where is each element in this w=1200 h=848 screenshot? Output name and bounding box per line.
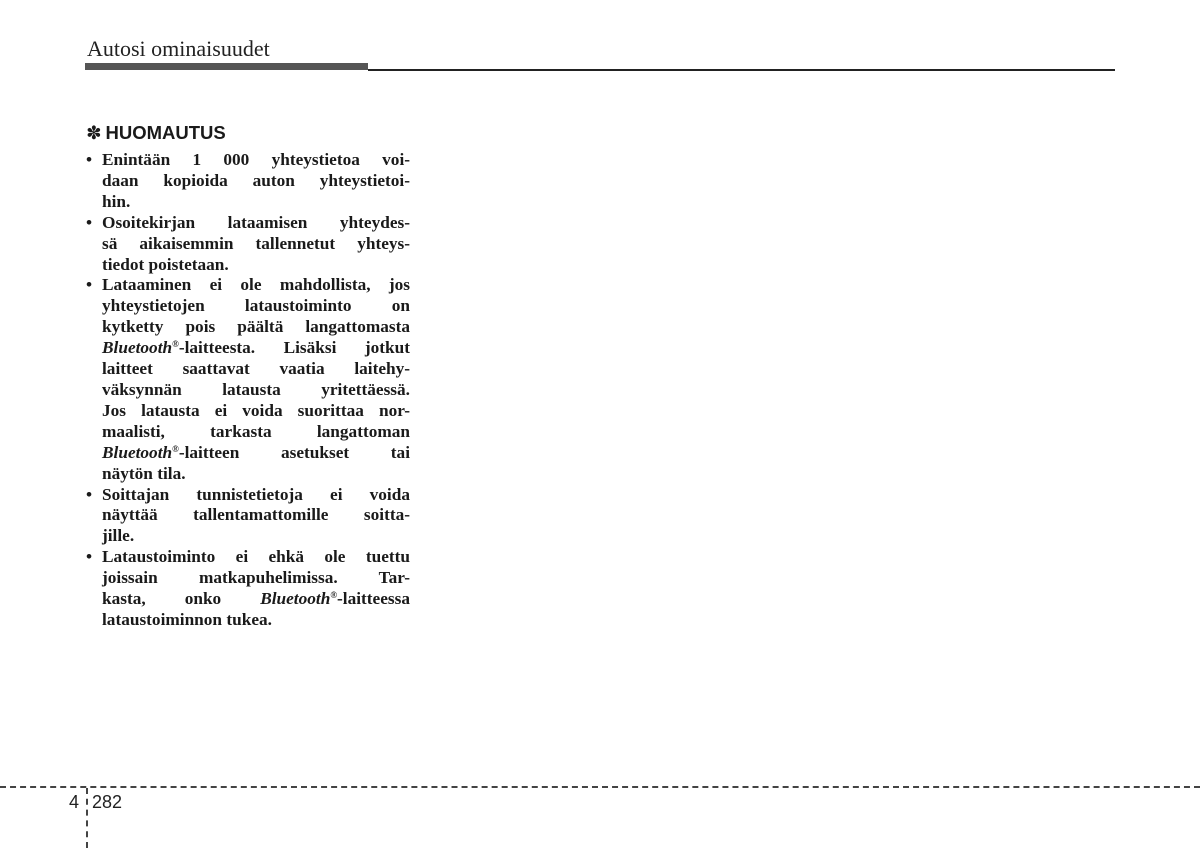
note-line (102, 443, 410, 464)
note-line: näytön tila. (102, 463, 186, 483)
note-line: Lataustoiminto ei ehkä ole tuettu (102, 547, 410, 567)
note-line: hin. (102, 191, 131, 211)
note-list-item (86, 485, 410, 548)
note-line (102, 338, 410, 359)
registered-mark: ® (172, 339, 179, 350)
note-line: daan kopioida auton yhteystietoi- (102, 170, 410, 190)
note-line (102, 589, 410, 610)
note-line: jille. (102, 526, 135, 546)
note-list-item (86, 547, 410, 631)
note-line: tiedot poistetaan. (102, 254, 229, 274)
note-text: -laitteesta. Lisäksi jotkut (178, 338, 410, 358)
note-line: kytketty pois päältä langattomasta (102, 317, 410, 337)
note-line: laitteet saattavat vaatia laitehy- (102, 359, 410, 379)
note-list-item (86, 150, 410, 213)
note-line: Soittajan tunnistetietoja ei voida (102, 484, 410, 504)
note-list-item (86, 213, 410, 276)
note-text: -laitteen asetukset tai (178, 442, 410, 462)
note-heading (86, 121, 410, 145)
note-list-item (86, 275, 410, 484)
note-line: väksynnän latausta yritettäessä. (102, 379, 410, 399)
note-text: kasta, onko (102, 589, 261, 609)
header-rule-accent (85, 63, 368, 70)
bullet-icon: • (86, 212, 93, 232)
note-line: yhteystietojen lataustoiminto on (102, 296, 410, 316)
note-line: Osoitekirjan lataamisen yhteydes- (102, 212, 410, 232)
page-header-title: Autosi ominaisuudet (87, 36, 270, 61)
bullet-icon: • (86, 275, 93, 295)
bluetooth-brand: Bluetooth (102, 442, 173, 462)
note-line: Lataaminen ei ole mahdollista, jos (102, 275, 410, 295)
note-section (86, 121, 410, 631)
bullet-icon: • (86, 150, 93, 169)
note-line: sä aikaisemmin tallennetut yhteys- (102, 233, 410, 253)
page-number: 282 (92, 792, 123, 812)
note-line: näyttää tallentamattomille soitta- (102, 505, 410, 525)
chapter-number: 4 (69, 792, 80, 812)
bullet-icon: • (86, 484, 93, 504)
registered-mark: ® (330, 590, 338, 601)
bluetooth-brand: Bluetooth (260, 589, 331, 609)
note-heading-text: HUOMAUTUS (105, 122, 226, 143)
note-line: lataustoiminnon tukea. (102, 609, 272, 629)
footer-divider (86, 788, 88, 848)
note-list (86, 150, 410, 631)
note-text: -laitteessa (337, 589, 410, 609)
bluetooth-brand: Bluetooth (102, 338, 173, 358)
registered-mark: ® (172, 443, 179, 454)
bullet-icon: • (86, 547, 93, 567)
star-icon: ✽ (86, 122, 102, 143)
header-rule (368, 69, 1115, 71)
note-line: Jos latausta ei voida suorittaa nor- (102, 400, 410, 420)
footer-rule (0, 786, 1200, 788)
note-line: Enintään 1 000 yhteystietoa voi- (102, 150, 410, 169)
note-line: maalisti, tarkasta langattoman (102, 421, 410, 441)
note-line: joissain matkapuhelimissa. Tar- (102, 568, 410, 588)
